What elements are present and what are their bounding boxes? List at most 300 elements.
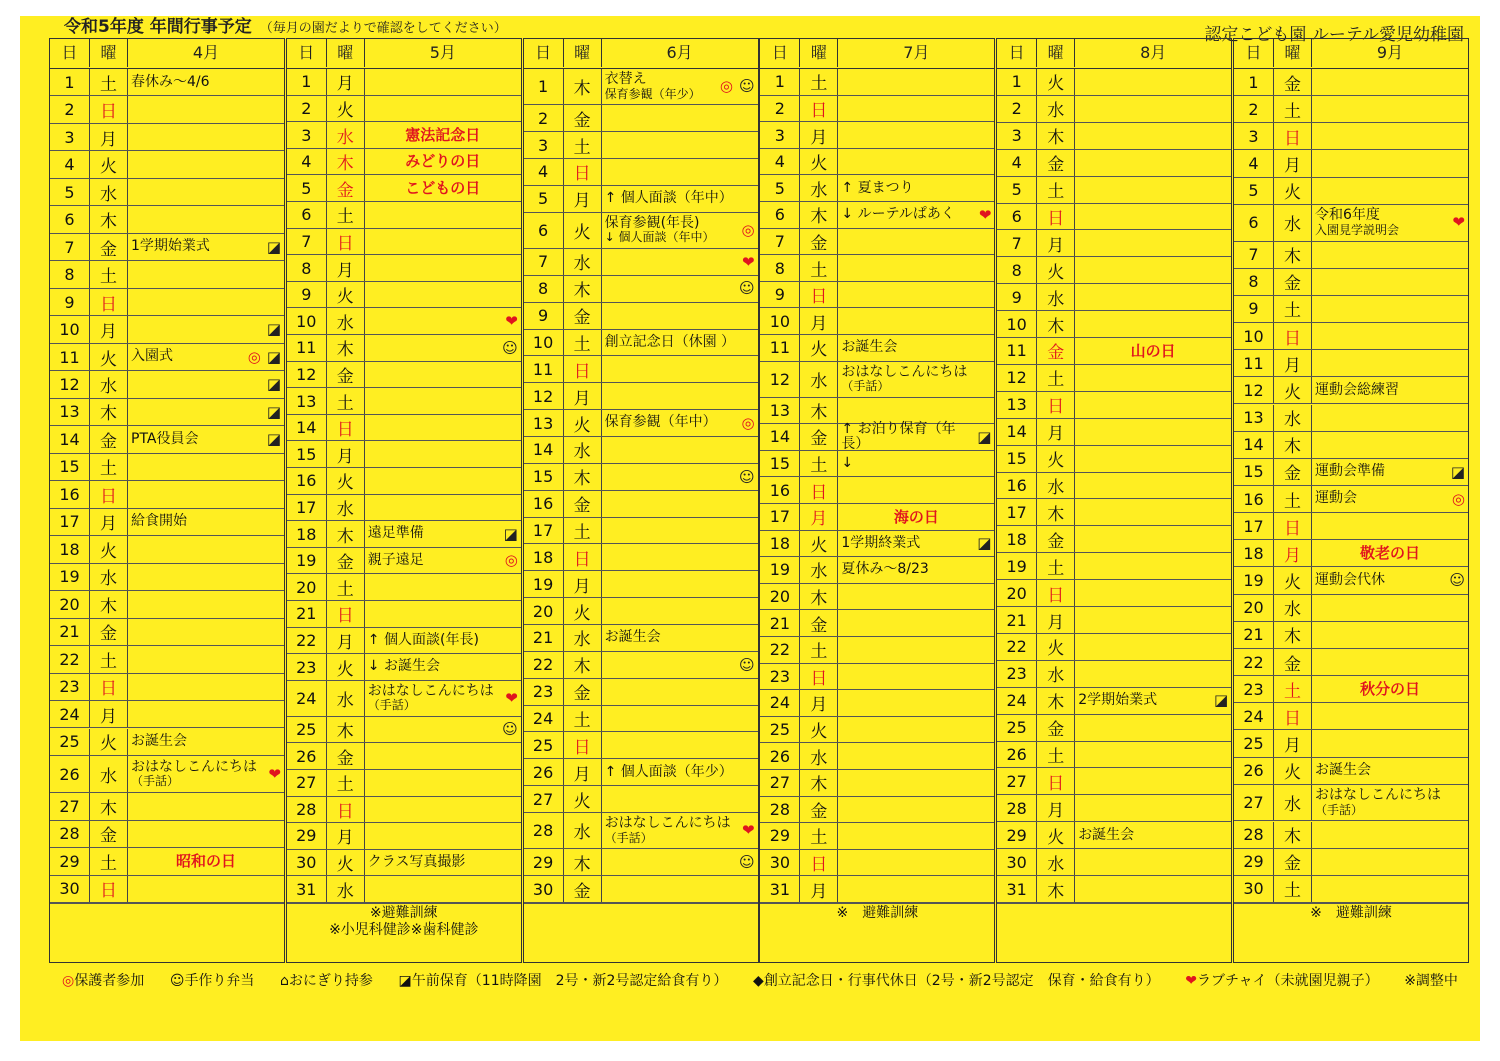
event-cell [128,701,284,727]
day-row [997,607,1231,634]
day-row [287,388,521,415]
weekday: 木 [327,521,365,547]
day-row [287,601,521,628]
double-circle-icon: ◎ [504,551,518,570]
weekday: 月 [90,316,128,342]
weekday: 火 [90,344,128,370]
event-title: ↑ 個人面談(年長) [367,631,479,648]
title-main: 令和5年度 年間行事予定 [64,17,252,37]
event-cell [365,770,521,796]
day-row [50,564,284,591]
day-number: 2 [524,105,564,131]
event-title: 運動会準備 [1315,463,1385,480]
day-row [760,202,994,229]
weekday: 金 [1274,269,1312,295]
day-row [997,526,1231,553]
day-row [524,518,758,545]
weekday: 日 [1037,768,1075,794]
day-number: 29 [50,848,90,874]
event-cell [1075,204,1231,230]
double-circle-icon: ◎ [719,77,733,96]
day-number: 21 [524,625,564,651]
day-number: 17 [1234,513,1274,539]
weekday: 金 [327,743,365,769]
day-header: 日 [997,39,1037,67]
event-cell [128,69,284,95]
weekday: 火 [327,282,365,308]
day-number: 11 [524,356,564,382]
event-cell [1312,622,1468,648]
event-icons [1449,491,1465,508]
weekday: 水 [1037,473,1075,499]
day-number: 26 [287,743,327,769]
event-cell [602,706,758,732]
day-row [287,229,521,256]
event-title: ↓ お誕生会 [367,658,440,675]
double-circle-icon: ◎ [247,347,261,366]
weekday: 日 [800,477,838,503]
day-row [287,255,521,282]
day-row [524,544,758,571]
event-cell [1075,742,1231,768]
weekday: 月 [327,255,365,281]
event-cell [838,717,994,743]
event-title: 2学期始業式 [1078,692,1158,709]
day-number: 6 [287,202,327,228]
day-row [287,823,521,850]
weekday: 土 [800,637,838,663]
weekday: 水 [800,743,838,769]
event-subtext: （手話） [131,774,180,789]
footer-note: ※ 避難訓練 [1310,905,1392,921]
event-cell [1312,785,1468,821]
day-number: 20 [524,598,564,624]
day-row [524,652,758,679]
event-icons [502,313,518,330]
month-label: 4月 [192,43,220,62]
event-cell [365,175,521,201]
day-row [50,481,284,508]
day-number: 3 [287,122,327,148]
half-square-icon: ◪ [266,402,281,421]
holiday-name: 敬老の日 [1359,544,1420,563]
day-number: 19 [50,564,90,590]
weekday: 金 [564,876,602,902]
event-cell [838,335,994,361]
day-number: 31 [287,876,327,902]
event-cell [602,186,758,212]
event-text [131,239,210,254]
day-number: 27 [524,786,564,812]
weekday: 土 [1274,676,1312,702]
event-title: 保育参観(年長) [604,215,700,232]
event-cell [128,729,284,755]
day-row [287,468,521,495]
event-cell [602,625,758,651]
weekday: 日 [90,876,128,902]
event-text [841,422,974,453]
day-number: 26 [524,759,564,785]
weekday: 火 [1274,567,1312,593]
day-row [1234,513,1468,540]
day-row [1234,377,1468,404]
event-title: ↑ 夏まつり [841,179,914,196]
weekday: 金 [90,619,128,645]
weekday: 月 [1037,607,1075,633]
day-row [997,177,1231,204]
event-cell [1075,661,1231,687]
day-number: 9 [287,282,327,308]
day-number: 4 [50,151,90,177]
weekday: 土 [90,261,128,287]
legend-text: おにぎり持参 [288,973,373,989]
weekday: 木 [90,206,128,232]
day-row [760,557,994,584]
smile-icon: ☺ [502,338,518,357]
day-number: 1 [50,69,90,95]
event-cell [365,282,521,308]
weekday: 火 [1274,377,1312,403]
weekday: 木 [564,276,602,302]
event-text [1078,828,1134,843]
double-circle-icon: ◎ [1451,489,1465,508]
event-title: お誕生会 [1078,826,1135,843]
weekday-header: 曜 [1274,39,1312,67]
event-cell [1312,432,1468,458]
event-icons [1449,214,1465,231]
day-row [1234,785,1468,822]
weekday: 月 [1274,150,1312,176]
day-row [287,149,521,176]
event-cell [365,601,521,627]
event-cell [1312,822,1468,848]
day-number: 1 [524,69,564,104]
day-number: 24 [287,681,327,716]
weekday: 日 [90,96,128,122]
event-cell [602,518,758,544]
weekday: 火 [800,717,838,743]
event-subtext: 入園見学説明会 [1315,222,1400,237]
event-text [1315,763,1371,778]
event-icons [264,376,281,393]
day-row [997,634,1231,661]
weekday: 日 [327,797,365,823]
event-icons [739,222,755,239]
day-number: 26 [997,742,1037,768]
weekday: 水 [1037,849,1075,875]
day-number: 19 [524,571,564,597]
event-title: 運動会総練習 [1315,381,1399,398]
weekday: 日 [1037,392,1075,418]
event-icons [502,552,518,569]
day-row [997,768,1231,795]
half-square-icon: ◪ [1214,691,1229,710]
day-row [287,797,521,824]
event-cell [128,821,284,847]
heart-icon: ❤ [505,689,518,708]
day-number: 5 [760,175,800,201]
weekday: 水 [1274,205,1312,241]
weekday: 木 [800,398,838,424]
legend-icon: ❤ [1185,973,1197,989]
event-cell [1075,311,1231,337]
day-row [524,410,758,437]
legend-item [62,970,144,990]
day-number: 29 [287,823,327,849]
event-text [841,181,913,196]
weekday: 日 [327,415,365,441]
event-text [368,659,440,674]
weekday: 日 [327,601,365,627]
weekday: 火 [564,786,602,812]
month-label: 6月 [666,43,693,62]
day-row [760,362,994,398]
event-cell [1312,323,1468,349]
smile-icon: ☺ [502,720,518,739]
legend-item [753,970,1160,990]
event-cell [838,229,994,255]
event-cell [365,229,521,255]
event-text [605,765,733,780]
weekday-header: 曜 [327,39,365,67]
event-cell [838,504,994,530]
event-cell [1075,150,1231,176]
event-text [841,365,967,394]
day-row [1234,242,1468,269]
event-cell [602,786,758,812]
weekday: 土 [800,823,838,849]
weekday: 木 [1037,123,1075,149]
event-text [1315,491,1357,506]
half-square-icon: ◪ [266,375,281,394]
day-number: 24 [50,701,90,727]
day-row [524,383,758,410]
day-number: 18 [1234,540,1274,566]
event-icons [499,721,518,738]
event-cell [1075,338,1231,364]
day-row [997,499,1231,526]
day-number: 22 [1234,649,1274,675]
document-title [64,16,507,37]
day-row [50,261,284,288]
weekday: 木 [1037,688,1075,714]
day-number: 22 [287,628,327,654]
event-icons [1448,464,1465,481]
day-row [1234,622,1468,649]
weekday: 土 [1037,553,1075,579]
event-cell [1312,69,1468,95]
event-cell [128,124,284,150]
month-label: 8月 [1140,43,1167,62]
day-row [50,536,284,563]
weekday: 木 [800,202,838,228]
event-cell [1075,392,1231,418]
weekday: 火 [90,536,128,562]
month-column [286,38,522,963]
event-title: 保育参観（年中） [604,414,717,431]
day-row [760,743,994,770]
event-cell [1312,703,1468,729]
day-number: 4 [997,150,1037,176]
day-number: 20 [50,591,90,617]
legend-icon: ◆ [753,973,764,989]
event-cell [1312,205,1468,241]
day-number: 27 [997,768,1037,794]
heart-icon: ❤ [1452,213,1465,232]
weekday: 日 [564,544,602,570]
weekday: 火 [90,729,128,755]
event-cell [365,149,521,175]
weekday: 月 [327,69,365,95]
weekday: 火 [1037,69,1075,95]
day-row [997,150,1231,177]
event-cell [1312,350,1468,376]
event-cell [838,69,994,95]
event-cell [365,441,521,467]
day-number: 9 [760,282,800,308]
day-row [1234,758,1468,785]
day-number: 23 [997,661,1037,687]
day-row [524,249,758,276]
day-number: 16 [760,477,800,503]
event-text [131,75,210,90]
day-row [524,679,758,706]
weekday: 木 [327,149,365,175]
event-cell [838,308,994,334]
day-row [760,637,994,664]
event-cell [365,468,521,494]
event-text [605,72,701,101]
event-cell [365,495,521,521]
event-cell [128,426,284,452]
weekday: 火 [564,213,602,248]
weekday: 日 [564,356,602,382]
day-number: 3 [524,132,564,158]
weekday: 木 [1274,432,1312,458]
day-row [50,646,284,673]
day-number: 30 [287,850,327,876]
event-icons [1446,572,1465,589]
event-title: ↓ ルーテルぱあく [841,206,955,223]
weekday: 火 [327,468,365,494]
event-icons [264,404,281,421]
day-number: 7 [50,234,90,260]
weekday: 木 [564,849,602,875]
weekday: 火 [1037,446,1075,472]
day-row [997,69,1231,96]
event-text [1315,573,1385,588]
event-cell [838,743,994,769]
day-row [50,848,284,875]
day-row [760,531,994,558]
holiday-name: こどもの日 [405,178,481,197]
event-cell [1075,715,1231,741]
weekday: 金 [1274,849,1312,875]
weekday: 日 [1037,204,1075,230]
day-number: 14 [997,419,1037,445]
day-row [524,132,758,159]
smile-icon: ☺ [1449,571,1465,590]
weekday: 土 [800,451,838,477]
legend-text: 保護者参加 [74,973,145,989]
event-title: 春休み～4/6 [131,73,210,90]
day-number: 18 [287,521,327,547]
weekday: 土 [800,69,838,95]
event-cell [1075,580,1231,606]
day-number: 14 [760,424,800,450]
event-icons [245,349,281,366]
legend-item [170,970,255,990]
weekday: 水 [800,557,838,583]
day-number: 9 [524,303,564,329]
day-row [1234,849,1468,876]
day-number: 10 [997,311,1037,337]
event-cell [1075,795,1231,821]
smile-icon: ☺ [738,279,755,298]
weekday: 月 [564,571,602,597]
event-cell [602,652,758,678]
event-title: 運動会代休 [1315,571,1385,588]
day-number: 18 [997,526,1037,552]
day-number: 5 [524,186,564,212]
day-number: 13 [524,410,564,436]
event-icons [502,690,518,707]
event-icons [1211,692,1228,709]
day-row [997,311,1231,338]
event-cell [1075,473,1231,499]
event-cell [1312,405,1468,431]
smile-icon: ☺ [738,852,755,871]
day-number: 8 [287,255,327,281]
day-row [524,437,758,464]
event-cell [1075,446,1231,472]
smile-icon: ☺ [738,467,755,486]
day-row [50,69,284,96]
event-cell [128,646,284,672]
half-square-icon: ◪ [977,534,992,553]
day-row [287,876,521,903]
event-cell [1312,269,1468,295]
day-row [1234,350,1468,377]
month-header [524,39,758,69]
day-number: 11 [50,344,90,370]
day-number: 6 [524,213,564,248]
event-text [368,855,466,870]
event-icons [736,657,755,674]
holiday-name: みどりの日 [405,152,481,171]
day-number: 6 [997,204,1037,230]
day-row [760,477,994,504]
event-title: 運動会 [1315,490,1357,507]
weekday: 日 [90,289,128,315]
weekday: 金 [564,105,602,131]
day-row [287,202,521,229]
event-subtext: （手話） [604,830,653,845]
day-number: 16 [287,468,327,494]
day-number: 11 [760,335,800,361]
event-cell [1312,649,1468,675]
event-cell [602,410,758,436]
day-number: 7 [1234,242,1274,268]
day-row [997,822,1231,849]
event-cell [838,876,994,902]
month-footer-notes [50,903,284,962]
day-number: 11 [287,335,327,361]
event-cell [128,536,284,562]
smile-icon: ☺ [738,77,755,96]
day-number: 31 [760,876,800,902]
footer-note: ※ 避難訓練 [836,905,919,921]
